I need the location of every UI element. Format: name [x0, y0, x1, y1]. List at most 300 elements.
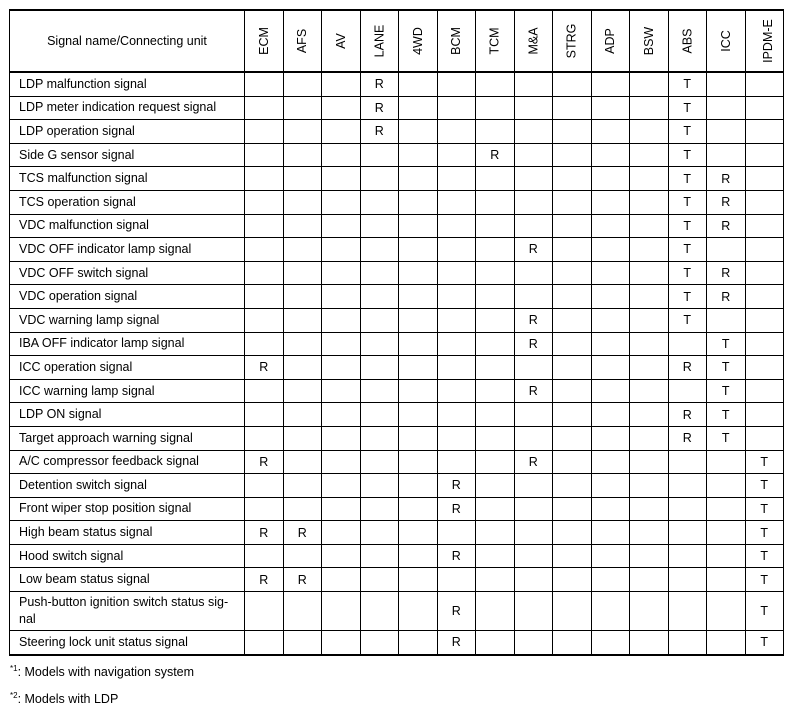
signal-cell — [437, 96, 476, 120]
header-unit-label: ECM — [256, 27, 271, 55]
signal-cell — [245, 96, 284, 120]
signal-cell — [283, 261, 322, 285]
signal-cell: T — [668, 308, 707, 332]
signal-cell — [283, 497, 322, 521]
signal-cell — [707, 308, 746, 332]
signal-cell — [245, 143, 284, 167]
signal-cell — [476, 544, 515, 568]
signal-cell — [514, 497, 553, 521]
signal-cell — [245, 332, 284, 356]
table-row — [10, 631, 784, 655]
signal-cell — [591, 72, 630, 96]
signal-cell — [630, 592, 669, 631]
header-row — [10, 10, 784, 72]
header-unit-label: AV — [333, 33, 348, 49]
signal-cell: T — [668, 285, 707, 309]
signal-cell — [360, 214, 399, 238]
signal-cell — [630, 332, 669, 356]
signal-cell — [591, 332, 630, 356]
signal-cell: T — [707, 403, 746, 427]
signal-cell — [553, 308, 592, 332]
signal-name-cell: LDP operation signal — [10, 120, 245, 144]
signal-cell — [360, 332, 399, 356]
signal-cell — [553, 332, 592, 356]
signal-cell — [630, 474, 669, 498]
header-unit-3 — [360, 10, 399, 72]
table-row — [10, 214, 784, 238]
header-unit-10 — [630, 10, 669, 72]
signal-cell: R — [437, 544, 476, 568]
signal-cell — [360, 403, 399, 427]
signal-cell — [476, 379, 515, 403]
table-row — [10, 592, 784, 631]
footnote-2 — [10, 684, 194, 711]
signal-cell — [476, 214, 515, 238]
signal-cell — [322, 426, 361, 450]
signal-cell — [322, 190, 361, 214]
header-unit-6 — [476, 10, 515, 72]
signal-cell — [553, 356, 592, 380]
table-row — [10, 332, 784, 356]
signal-cell — [245, 120, 284, 144]
signal-cell — [437, 120, 476, 144]
signal-cell — [437, 238, 476, 262]
signal-cell — [437, 568, 476, 592]
signal-name-cell: Hood switch signal — [10, 544, 245, 568]
signal-cell: R — [514, 379, 553, 403]
header-unit-12 — [707, 10, 746, 72]
signal-cell — [437, 261, 476, 285]
signal-cell — [476, 403, 515, 427]
signal-cell — [476, 285, 515, 309]
signal-name-cell: High beam status signal — [10, 521, 245, 545]
signal-cell — [553, 450, 592, 474]
signal-cell — [707, 474, 746, 498]
table-row — [10, 285, 784, 309]
signal-cell — [476, 261, 515, 285]
signal-cell: R — [245, 521, 284, 545]
signal-cell: T — [668, 238, 707, 262]
signal-cell — [630, 544, 669, 568]
signal-cell — [245, 379, 284, 403]
signal-cell — [322, 592, 361, 631]
header-unit-label: BSW — [641, 26, 656, 56]
signal-name-cell: LDP meter indication request signal — [10, 96, 245, 120]
signal-cell: R — [668, 426, 707, 450]
signal-cell — [630, 214, 669, 238]
signal-cell: R — [476, 143, 515, 167]
signal-cell — [591, 592, 630, 631]
signal-cell — [322, 72, 361, 96]
header-unit-11 — [668, 10, 707, 72]
signal-cell — [668, 379, 707, 403]
signal-cell — [745, 379, 784, 403]
signal-cell — [476, 592, 515, 631]
signal-cell — [745, 403, 784, 427]
signal-cell — [476, 72, 515, 96]
signal-name-cell: A/C compressor feedback signal — [10, 450, 245, 474]
signal-name-cell: Push-button ignition switch status sig- nal — [10, 592, 245, 631]
signal-cell: R — [245, 568, 284, 592]
signal-cell — [668, 521, 707, 545]
signal-cell: T — [745, 474, 784, 498]
signal-cell — [553, 72, 592, 96]
header-unit-label: M&A — [526, 27, 541, 55]
signal-cell: T — [707, 426, 746, 450]
signal-cell — [399, 72, 438, 96]
signal-cell — [245, 403, 284, 427]
signal-cell — [745, 167, 784, 191]
signal-cell — [514, 544, 553, 568]
signal-cell — [399, 497, 438, 521]
signal-cell — [591, 308, 630, 332]
signal-cell — [399, 143, 438, 167]
signal-name-cell: ICC operation signal — [10, 356, 245, 380]
signal-cell: R — [707, 214, 746, 238]
signal-cell — [360, 631, 399, 655]
signal-cell — [591, 285, 630, 309]
signal-cell — [322, 521, 361, 545]
signal-name-cell: Front wiper stop position signal — [10, 497, 245, 521]
signal-cell — [745, 120, 784, 144]
signal-cell — [514, 261, 553, 285]
signal-cell: R — [707, 167, 746, 191]
footnote-text: : Models with navigation system — [17, 665, 195, 679]
signal-cell — [322, 497, 361, 521]
signal-cell — [476, 474, 515, 498]
signal-cell — [437, 308, 476, 332]
table-row — [10, 544, 784, 568]
header-unit-label: 4WD — [410, 27, 425, 55]
signal-cell — [360, 143, 399, 167]
signal-cell: T — [745, 544, 784, 568]
table-row — [10, 450, 784, 474]
signal-cell: R — [437, 474, 476, 498]
signal-cell — [591, 450, 630, 474]
signal-cell — [668, 568, 707, 592]
signal-cell — [707, 96, 746, 120]
signal-cell — [322, 379, 361, 403]
signal-cell — [707, 72, 746, 96]
signal-cell — [360, 308, 399, 332]
signal-cell — [707, 497, 746, 521]
signal-cell — [476, 568, 515, 592]
signal-cell — [283, 72, 322, 96]
signal-cell — [630, 96, 669, 120]
signal-cell — [283, 544, 322, 568]
table-row — [10, 72, 784, 96]
signal-cell — [476, 238, 515, 262]
signal-name-cell: ICC warning lamp signal — [10, 379, 245, 403]
signal-cell — [245, 167, 284, 191]
signal-cell — [476, 308, 515, 332]
signal-cell — [322, 403, 361, 427]
signal-cell — [399, 120, 438, 144]
signal-cell — [360, 474, 399, 498]
header-unit-0 — [245, 10, 284, 72]
signal-cell — [707, 143, 746, 167]
footnote-1 — [10, 657, 194, 684]
signal-cell: T — [668, 143, 707, 167]
signal-cell — [591, 544, 630, 568]
signal-cell — [476, 167, 515, 191]
signal-cell — [322, 143, 361, 167]
signal-cell: T — [745, 521, 784, 545]
signal-cell — [283, 332, 322, 356]
signal-cell: T — [745, 568, 784, 592]
signal-cell — [591, 96, 630, 120]
signal-cell — [476, 521, 515, 545]
signal-cell — [591, 426, 630, 450]
signal-cell — [668, 592, 707, 631]
signal-cell — [283, 474, 322, 498]
signal-cell — [399, 379, 438, 403]
signal-cell — [630, 285, 669, 309]
signal-cell — [437, 426, 476, 450]
signal-cell — [283, 356, 322, 380]
signal-cell: R — [514, 308, 553, 332]
footnote-text: : Models with LDP — [17, 692, 119, 706]
signal-cell — [245, 544, 284, 568]
signal-cell — [322, 474, 361, 498]
signal-cell — [514, 631, 553, 655]
signal-cell — [360, 426, 399, 450]
signal-cell — [245, 214, 284, 238]
signal-cell — [360, 190, 399, 214]
signal-cell — [707, 568, 746, 592]
signal-cell — [399, 308, 438, 332]
signal-cell — [707, 450, 746, 474]
header-unit-label: IPDM-E — [760, 19, 775, 63]
signal-cell — [399, 474, 438, 498]
signal-cell — [476, 120, 515, 144]
table-row — [10, 261, 784, 285]
signal-cell — [591, 379, 630, 403]
header-unit-label: STRG — [564, 23, 579, 59]
signal-cell — [553, 96, 592, 120]
signal-cell — [360, 497, 399, 521]
signal-cell — [514, 426, 553, 450]
signal-cell: R — [437, 592, 476, 631]
signal-cell — [591, 167, 630, 191]
signal-cell: R — [668, 403, 707, 427]
signal-name-cell: Target approach warning signal — [10, 426, 245, 450]
signal-cell — [553, 497, 592, 521]
signal-cell — [399, 544, 438, 568]
signal-cell — [399, 403, 438, 427]
signal-cell — [514, 356, 553, 380]
signal-cell — [745, 214, 784, 238]
signal-name-cell: VDC OFF indicator lamp signal — [10, 238, 245, 262]
signal-cell — [514, 474, 553, 498]
signal-cell — [437, 214, 476, 238]
signal-cell — [591, 521, 630, 545]
signal-name-cell: LDP malfunction signal — [10, 72, 245, 96]
signal-name-cell: IBA OFF indicator lamp signal — [10, 332, 245, 356]
signal-cell — [630, 356, 669, 380]
signal-cell — [245, 190, 284, 214]
signal-cell — [360, 592, 399, 631]
table-row — [10, 356, 784, 380]
signal-cell — [245, 426, 284, 450]
signal-cell — [553, 379, 592, 403]
signal-cell — [399, 356, 438, 380]
signal-cell — [476, 332, 515, 356]
signal-table — [9, 9, 784, 656]
signal-cell — [630, 450, 669, 474]
signal-cell — [322, 285, 361, 309]
signal-cell: T — [745, 450, 784, 474]
signal-cell — [245, 308, 284, 332]
signal-cell — [476, 190, 515, 214]
signal-cell: R — [437, 497, 476, 521]
signal-cell: R — [514, 332, 553, 356]
signal-cell — [476, 497, 515, 521]
signal-cell — [514, 190, 553, 214]
signal-cell — [707, 592, 746, 631]
signal-cell — [630, 72, 669, 96]
signal-cell — [283, 631, 322, 655]
signal-name-cell: Low beam status signal — [10, 568, 245, 592]
signal-cell — [399, 631, 438, 655]
signal-cell — [399, 426, 438, 450]
signal-cell — [591, 631, 630, 655]
header-unit-4 — [399, 10, 438, 72]
signal-cell — [437, 190, 476, 214]
signal-name-cell: TCS malfunction signal — [10, 167, 245, 191]
signal-cell — [514, 167, 553, 191]
signal-cell — [283, 96, 322, 120]
signal-cell — [630, 143, 669, 167]
signal-cell: R — [707, 190, 746, 214]
signal-cell — [437, 72, 476, 96]
signal-cell — [476, 356, 515, 380]
signal-cell — [437, 285, 476, 309]
signal-cell — [322, 214, 361, 238]
signal-cell — [591, 143, 630, 167]
signal-cell — [360, 568, 399, 592]
signal-cell — [476, 450, 515, 474]
header-unit-5 — [437, 10, 476, 72]
signal-cell — [399, 238, 438, 262]
signal-cell — [437, 167, 476, 191]
footnotes — [10, 657, 194, 711]
signal-cell — [360, 356, 399, 380]
table-row — [10, 308, 784, 332]
signal-cell — [514, 568, 553, 592]
signal-cell — [283, 379, 322, 403]
signal-cell: T — [707, 379, 746, 403]
signal-cell — [322, 261, 361, 285]
signal-cell — [745, 143, 784, 167]
signal-cell — [553, 167, 592, 191]
signal-cell — [668, 474, 707, 498]
signal-cell — [514, 403, 553, 427]
signal-cell — [437, 450, 476, 474]
signal-cell — [591, 120, 630, 144]
signal-cell — [553, 426, 592, 450]
signal-cell — [437, 521, 476, 545]
signal-cell — [245, 592, 284, 631]
signal-cell — [591, 474, 630, 498]
signal-cell — [514, 592, 553, 631]
signal-cell — [630, 261, 669, 285]
signal-cell: R — [283, 521, 322, 545]
signal-cell — [283, 308, 322, 332]
signal-cell: R — [707, 285, 746, 309]
signal-cell: R — [514, 450, 553, 474]
signal-cell — [630, 238, 669, 262]
table-row — [10, 426, 784, 450]
signal-cell: T — [668, 120, 707, 144]
signal-cell: R — [360, 120, 399, 144]
signal-cell — [514, 96, 553, 120]
signal-cell — [322, 631, 361, 655]
signal-cell: R — [360, 96, 399, 120]
table-row — [10, 190, 784, 214]
signal-cell — [476, 426, 515, 450]
header-unit-label: TCM — [487, 27, 502, 55]
signal-cell — [745, 356, 784, 380]
signal-cell — [553, 214, 592, 238]
signal-cell — [360, 238, 399, 262]
signal-cell — [514, 72, 553, 96]
signal-cell — [630, 521, 669, 545]
signal-cell — [553, 190, 592, 214]
signal-cell — [245, 631, 284, 655]
footnote-mark: *2 — [10, 691, 18, 700]
signal-cell — [360, 261, 399, 285]
signal-cell — [322, 356, 361, 380]
table-row — [10, 238, 784, 262]
signal-cell — [514, 143, 553, 167]
signal-cell — [360, 167, 399, 191]
signal-cell — [553, 631, 592, 655]
signal-cell — [283, 214, 322, 238]
signal-cell: R — [245, 450, 284, 474]
signal-cell — [322, 544, 361, 568]
signal-name-cell: VDC warning lamp signal — [10, 308, 245, 332]
signal-cell — [591, 356, 630, 380]
signal-cell: T — [745, 497, 784, 521]
signal-cell — [245, 72, 284, 96]
signal-cell — [360, 450, 399, 474]
signal-cell — [553, 238, 592, 262]
signal-cell: T — [707, 356, 746, 380]
signal-cell — [591, 568, 630, 592]
signal-cell — [553, 403, 592, 427]
table-row — [10, 143, 784, 167]
signal-cell — [745, 72, 784, 96]
signal-cell — [245, 497, 284, 521]
signal-cell — [322, 332, 361, 356]
signal-cell — [745, 261, 784, 285]
signal-cell — [668, 631, 707, 655]
signal-cell — [553, 120, 592, 144]
signal-name-cell: Detention switch signal — [10, 474, 245, 498]
header-unit-label: ABS — [680, 28, 695, 54]
signal-cell — [514, 521, 553, 545]
signal-cell — [437, 143, 476, 167]
signal-cell — [553, 261, 592, 285]
signal-cell — [399, 96, 438, 120]
signal-cell — [745, 96, 784, 120]
table-row — [10, 568, 784, 592]
signal-name-cell: Side G sensor signal — [10, 143, 245, 167]
header-unit-2 — [322, 10, 361, 72]
signal-cell: T — [668, 167, 707, 191]
signal-cell — [399, 521, 438, 545]
